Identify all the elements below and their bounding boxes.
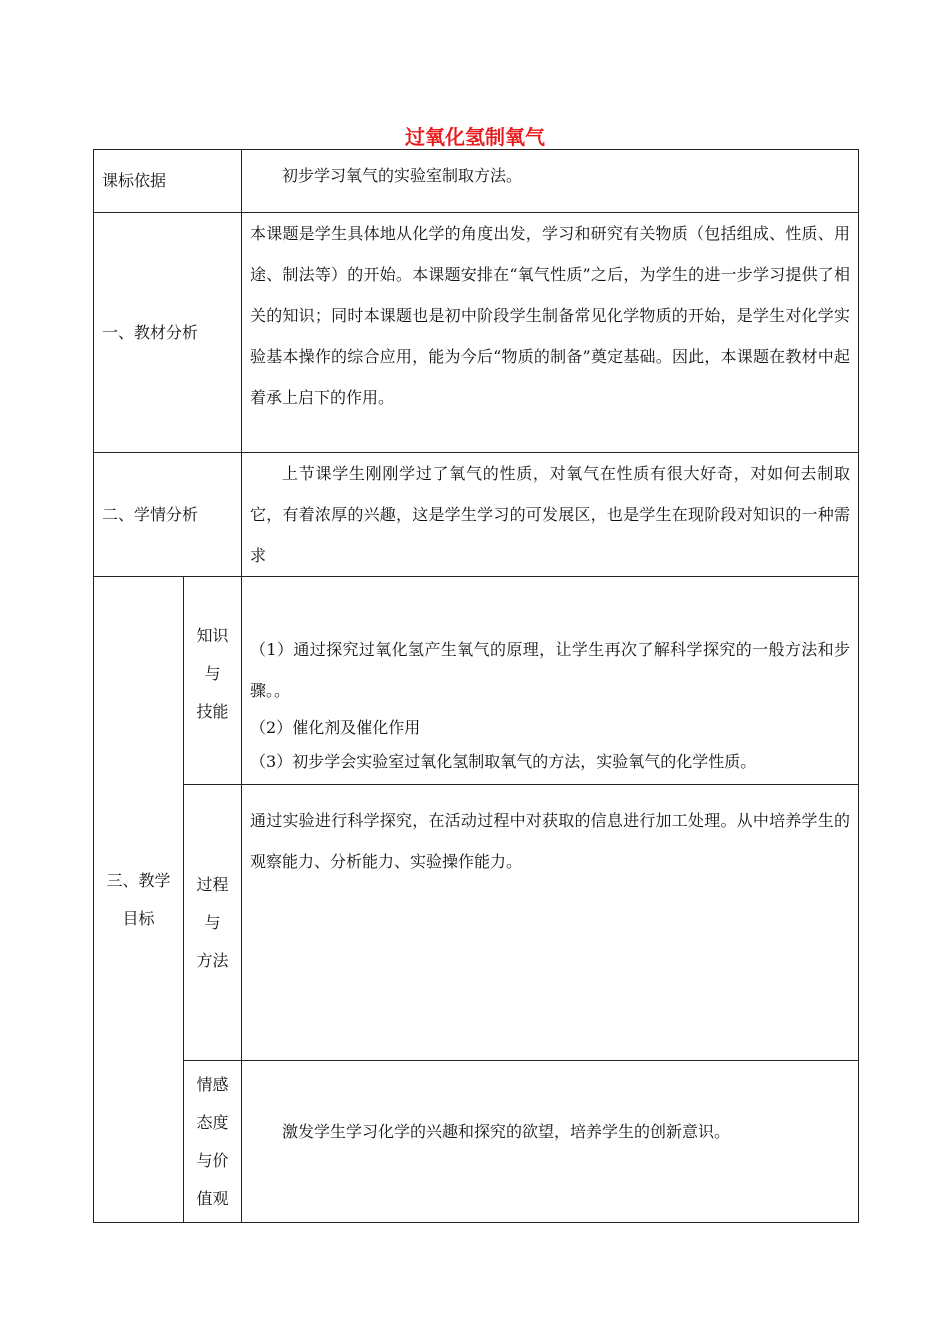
label-emotion-line: 值观 [196, 1188, 229, 1208]
cell-students [242, 453, 859, 577]
text-process: 通过实验进行科学探究，在活动过程中对获取的信息进行加工处理。从中培养学生的观察能力、分析能力、实验操作能力。 [250, 811, 851, 871]
label-process-line: 与 [204, 912, 221, 932]
text-material: 本课题是学生具体地从化学的角度出发，学习和研究有关物质（包括组成、性质、用途、制法等）的开始。本课题安排在“氧气性质”之后，为学生的进一步学习提供了相关的知识；同时本课题也是初中阶段学生制备常见化学物质的开始，是学生对化学实验基本操作的综合应用，能为今后“物质的制备”奠定基础。因此，本课题在教材中起着承上启下的作用。 [250, 224, 851, 407]
row-process [94, 785, 859, 1061]
text-students: 上节课学生刚刚学过了氧气的性质，对氧气在性质有很大好奇，对如何去制取它，有着浓厚的兴趣，这是学生学习的可发展区，也是学生在现阶段对知识的一种需求 [250, 464, 851, 565]
label-emotion [184, 1061, 242, 1223]
document-title: 过氧化氢制氧气 [405, 125, 545, 149]
lesson-plan-table [93, 149, 859, 1223]
label-material: 一、教材分析 [94, 213, 242, 453]
cell-standard [242, 150, 859, 213]
label-process-line: 方法 [196, 950, 229, 970]
label-goals-line2: 目标 [122, 908, 155, 928]
knowledge-item: （1）通过探究过氧化氢产生氧气的原理，让学生再次了解科学探究的一般方法和步骤。。 [250, 640, 851, 700]
label-process [184, 785, 242, 1061]
row-standard [94, 150, 859, 213]
label-goals [94, 577, 184, 1223]
label-emotion-line: 情感 [196, 1074, 229, 1094]
label-students: 二、学情分析 [94, 453, 242, 577]
text-emotion: 激发学生学习化学的兴趣和探究的欲望，培养学生的创新意识。 [282, 1122, 731, 1141]
label-knowledge [184, 577, 242, 785]
label-goals-line1: 三、教学 [106, 870, 171, 890]
knowledge-item: （3）初步学会实验室过氧化氢制取氧气的方法，实验氧气的化学性质。 [250, 752, 757, 771]
label-emotion-line: 与价 [196, 1150, 229, 1170]
cell-emotion [242, 1061, 859, 1223]
cell-knowledge [242, 577, 859, 785]
label-knowledge-line: 与 [204, 664, 221, 683]
label-emotion-line: 态度 [196, 1112, 229, 1132]
label-knowledge-line: 知识 [196, 626, 229, 645]
row-emotion [94, 1061, 859, 1223]
label-process-line: 过程 [196, 874, 229, 894]
label-standard: 课标依据 [94, 150, 242, 213]
row-material [94, 213, 859, 453]
knowledge-item: （2）催化剂及催化作用 [250, 718, 421, 737]
cell-material [242, 213, 859, 453]
row-knowledge [94, 577, 859, 785]
cell-process [242, 785, 859, 1061]
text-standard: 初步学习氧气的实验室制取方法。 [282, 166, 523, 185]
row-students [94, 453, 859, 577]
label-knowledge-line: 技能 [196, 702, 229, 721]
